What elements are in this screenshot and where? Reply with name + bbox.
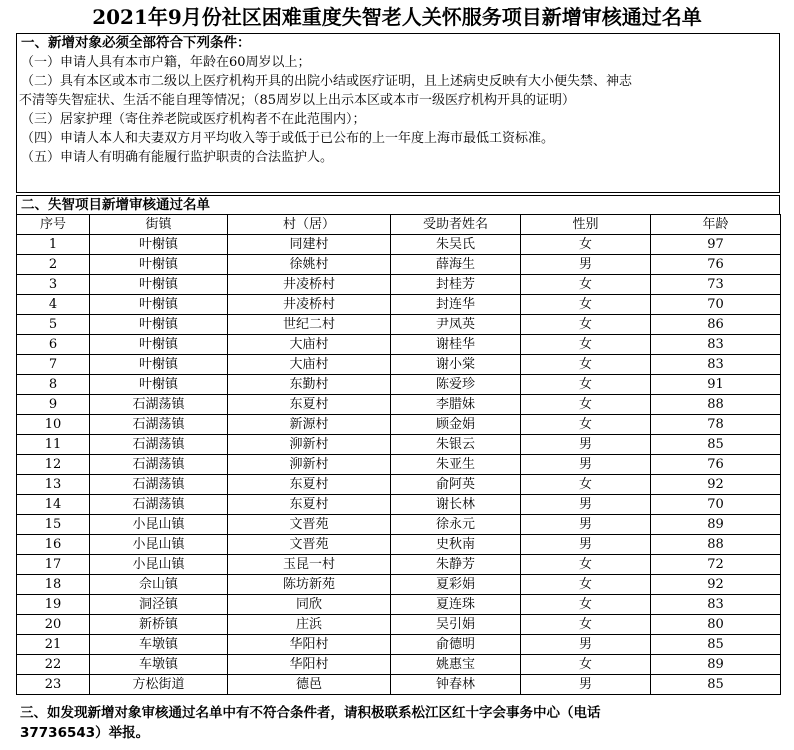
cell-recipient-name: 朱银云 — [391, 435, 521, 455]
cell-age: 88 — [651, 395, 781, 415]
condition-item-2: （二）具有本区或本市二级以上医疗机构开具的出院小结或医疗证明，且上述病史反映有大小便失禁、神志 — [21, 74, 633, 89]
cell-age: 83 — [651, 355, 781, 375]
table-row — [17, 435, 781, 455]
table-row — [17, 415, 781, 435]
table-row — [17, 455, 781, 475]
cell-age: 70 — [651, 495, 781, 515]
cell-age: 97 — [651, 235, 781, 255]
table-row — [17, 635, 781, 655]
cell-subdistrict: 叶榭镇 — [90, 295, 228, 315]
cell-village: 文晋苑 — [228, 515, 391, 535]
cell-village: 井凌桥村 — [228, 295, 391, 315]
cell-village: 华阳村 — [228, 635, 391, 655]
cell-gender: 男 — [521, 675, 651, 695]
cell-recipient-name: 封连华 — [391, 295, 521, 315]
cell-village: 徐姚村 — [228, 255, 391, 275]
cell-recipient-name: 尹凤英 — [391, 315, 521, 335]
cell-subdistrict: 叶榭镇 — [90, 255, 228, 275]
condition-item-2-continued: 不清等失智症状、生活不能自理等情况；（85周岁以上出示本区或本市一级医疗机构开具的证明） — [19, 93, 576, 108]
cell-subdistrict: 叶榭镇 — [90, 335, 228, 355]
cell-gender: 男 — [521, 495, 651, 515]
cell-subdistrict: 小昆山镇 — [90, 535, 228, 555]
table-row — [17, 255, 781, 275]
cell-gender: 男 — [521, 435, 651, 455]
cell-recipient-name: 朱静芳 — [391, 555, 521, 575]
cell-subdistrict: 新桥镇 — [90, 615, 228, 635]
cell-gender: 女 — [521, 375, 651, 395]
cell-serial-number: 19 — [17, 595, 90, 615]
cell-age: 92 — [651, 475, 781, 495]
table-row — [17, 515, 781, 535]
cell-subdistrict: 石湖荡镇 — [90, 435, 228, 455]
cell-serial-number: 17 — [17, 555, 90, 575]
cell-serial-number: 23 — [17, 675, 90, 695]
table-row — [17, 275, 781, 295]
cell-gender: 女 — [521, 475, 651, 495]
cell-recipient-name: 顾金娟 — [391, 415, 521, 435]
cell-gender: 女 — [521, 335, 651, 355]
cell-village: 井凌桥村 — [228, 275, 391, 295]
cell-recipient-name: 俞德明 — [391, 635, 521, 655]
cell-recipient-name: 谢长林 — [391, 495, 521, 515]
cell-gender: 女 — [521, 295, 651, 315]
cell-recipient-name: 姚惠宝 — [391, 655, 521, 675]
cell-subdistrict: 石湖荡镇 — [90, 475, 228, 495]
column-header-recipient-name: 受助者姓名 — [391, 215, 521, 235]
cell-gender: 女 — [521, 655, 651, 675]
cell-recipient-name: 钟春林 — [391, 675, 521, 695]
cell-gender: 男 — [521, 515, 651, 535]
cell-serial-number: 15 — [17, 515, 90, 535]
cell-recipient-name: 陈爱珍 — [391, 375, 521, 395]
table-row — [17, 615, 781, 635]
cell-age: 72 — [651, 555, 781, 575]
cell-recipient-name: 李腊妹 — [391, 395, 521, 415]
cell-gender: 女 — [521, 395, 651, 415]
cell-village: 同欣 — [228, 595, 391, 615]
cell-subdistrict: 方松街道 — [90, 675, 228, 695]
cell-recipient-name: 史秋南 — [391, 535, 521, 555]
cell-recipient-name: 朱吴氏 — [391, 235, 521, 255]
table-row — [17, 335, 781, 355]
conditions-box — [16, 33, 780, 193]
cell-serial-number: 13 — [17, 475, 90, 495]
cell-recipient-name: 封桂芳 — [391, 275, 521, 295]
cell-serial-number: 10 — [17, 415, 90, 435]
cell-age: 78 — [651, 415, 781, 435]
cell-gender: 女 — [521, 315, 651, 335]
conditions-heading: 一、新增对象必须全部符合下列条件： — [21, 35, 251, 51]
cell-serial-number: 5 — [17, 315, 90, 335]
cell-age: 85 — [651, 435, 781, 455]
cell-village: 同建村 — [228, 235, 391, 255]
cell-age: 73 — [651, 275, 781, 295]
cell-subdistrict: 石湖荡镇 — [90, 495, 228, 515]
cell-subdistrict: 小昆山镇 — [90, 515, 228, 535]
table-body — [17, 235, 781, 695]
cell-subdistrict: 车墩镇 — [90, 655, 228, 675]
table-row — [17, 595, 781, 615]
cell-serial-number: 3 — [17, 275, 90, 295]
table-row — [17, 575, 781, 595]
cell-gender: 女 — [521, 355, 651, 375]
cell-recipient-name: 俞阿英 — [391, 475, 521, 495]
table-header-row — [17, 215, 781, 235]
cell-recipient-name: 夏连珠 — [391, 595, 521, 615]
cell-village: 陈坊新苑 — [228, 575, 391, 595]
document-title: 2021年9月份社区困难重度失智老人关怀服务项目新增审核通过名单 — [92, 5, 702, 29]
cell-age: 70 — [651, 295, 781, 315]
cell-age: 89 — [651, 655, 781, 675]
cell-recipient-name: 夏彩娟 — [391, 575, 521, 595]
cell-recipient-name: 谢小棠 — [391, 355, 521, 375]
footer-line-1: 三、如发现新增对象审核通过名单中有不符合条件者，请积极联系松江区红十字会事务中心（电话 — [20, 705, 601, 721]
condition-item-4: （四）申请人本人和夫妻双方月平均收入等于或低于已公布的上一年度上海市最低工资标准。 — [21, 131, 555, 146]
cell-village: 玉昆一村 — [228, 555, 391, 575]
table-row — [17, 355, 781, 375]
cell-gender: 男 — [521, 535, 651, 555]
table-row — [17, 235, 781, 255]
column-header-serial-number: 序号 — [17, 215, 90, 235]
cell-serial-number: 6 — [17, 335, 90, 355]
table-row — [17, 655, 781, 675]
cell-serial-number: 21 — [17, 635, 90, 655]
approved-list-heading: 二、失智项目新增审核通过名单 — [16, 195, 780, 215]
cell-recipient-name: 薛海生 — [391, 255, 521, 275]
cell-serial-number: 7 — [17, 355, 90, 375]
cell-age: 83 — [651, 335, 781, 355]
cell-recipient-name: 谢桂华 — [391, 335, 521, 355]
cell-village: 德邑 — [228, 675, 391, 695]
cell-subdistrict: 叶榭镇 — [90, 355, 228, 375]
table-row — [17, 395, 781, 415]
column-header-gender: 性别 — [521, 215, 651, 235]
table-row — [17, 315, 781, 335]
cell-age: 88 — [651, 535, 781, 555]
table-row — [17, 675, 781, 695]
cell-serial-number: 8 — [17, 375, 90, 395]
cell-serial-number: 11 — [17, 435, 90, 455]
cell-serial-number: 14 — [17, 495, 90, 515]
cell-subdistrict: 石湖荡镇 — [90, 395, 228, 415]
cell-age: 91 — [651, 375, 781, 395]
cell-age: 85 — [651, 635, 781, 655]
condition-item-5: （五）申请人有明确有能履行监护职责的合法监护人。 — [21, 150, 334, 165]
footer-note — [20, 703, 780, 743]
cell-gender: 女 — [521, 415, 651, 435]
cell-serial-number: 2 — [17, 255, 90, 275]
cell-village: 华阳村 — [228, 655, 391, 675]
cell-subdistrict: 石湖荡镇 — [90, 415, 228, 435]
cell-gender: 女 — [521, 595, 651, 615]
cell-subdistrict: 叶榭镇 — [90, 235, 228, 255]
cell-subdistrict: 车墩镇 — [90, 635, 228, 655]
table-row — [17, 475, 781, 495]
cell-village: 世纪二村 — [228, 315, 391, 335]
cell-age: 89 — [651, 515, 781, 535]
cell-gender: 女 — [521, 275, 651, 295]
cell-gender: 男 — [521, 635, 651, 655]
table-row — [17, 535, 781, 555]
cell-subdistrict: 石湖荡镇 — [90, 455, 228, 475]
cell-recipient-name: 吴引娟 — [391, 615, 521, 635]
column-header-age: 年龄 — [651, 215, 781, 235]
cell-subdistrict: 叶榭镇 — [90, 375, 228, 395]
cell-serial-number: 18 — [17, 575, 90, 595]
cell-subdistrict: 叶榭镇 — [90, 315, 228, 335]
cell-age: 85 — [651, 675, 781, 695]
table-row — [17, 295, 781, 315]
cell-serial-number: 20 — [17, 615, 90, 635]
cell-subdistrict: 佘山镇 — [90, 575, 228, 595]
cell-gender: 女 — [521, 615, 651, 635]
cell-village: 大庙村 — [228, 355, 391, 375]
approved-list-table — [16, 214, 781, 695]
cell-village: 泖新村 — [228, 435, 391, 455]
table-row — [17, 495, 781, 515]
cell-age: 86 — [651, 315, 781, 335]
condition-item-1: （一）申请人具有本市户籍，年龄在60周岁以上； — [21, 55, 311, 70]
cell-village: 文晋苑 — [228, 535, 391, 555]
cell-village: 东勤村 — [228, 375, 391, 395]
cell-village: 东夏村 — [228, 395, 391, 415]
cell-age: 80 — [651, 615, 781, 635]
cell-age: 83 — [651, 595, 781, 615]
cell-gender: 女 — [521, 555, 651, 575]
cell-subdistrict: 小昆山镇 — [90, 555, 228, 575]
cell-village: 新源村 — [228, 415, 391, 435]
cell-gender: 女 — [521, 235, 651, 255]
cell-recipient-name: 朱亚生 — [391, 455, 521, 475]
cell-village: 庄浜 — [228, 615, 391, 635]
cell-village: 泖新村 — [228, 455, 391, 475]
cell-village: 东夏村 — [228, 475, 391, 495]
cell-age: 76 — [651, 455, 781, 475]
condition-item-3: （三）居家护理（寄住养老院或医疗机构者不在此范围内）； — [21, 112, 366, 127]
table-row — [17, 555, 781, 575]
cell-subdistrict: 洞泾镇 — [90, 595, 228, 615]
cell-gender: 男 — [521, 455, 651, 475]
cell-village: 东夏村 — [228, 495, 391, 515]
cell-serial-number: 1 — [17, 235, 90, 255]
cell-age: 92 — [651, 575, 781, 595]
cell-serial-number: 12 — [17, 455, 90, 475]
cell-recipient-name: 徐永元 — [391, 515, 521, 535]
column-header-subdistrict: 街镇 — [90, 215, 228, 235]
cell-age: 76 — [651, 255, 781, 275]
cell-serial-number: 22 — [17, 655, 90, 675]
column-header-village: 村（居） — [228, 215, 391, 235]
cell-gender: 女 — [521, 575, 651, 595]
cell-gender: 男 — [521, 255, 651, 275]
cell-village: 大庙村 — [228, 335, 391, 355]
cell-serial-number: 16 — [17, 535, 90, 555]
footer-line-2: 37736543）举报。 — [20, 725, 150, 741]
cell-serial-number: 4 — [17, 295, 90, 315]
table-row — [17, 375, 781, 395]
cell-subdistrict: 叶榭镇 — [90, 275, 228, 295]
cell-serial-number: 9 — [17, 395, 90, 415]
